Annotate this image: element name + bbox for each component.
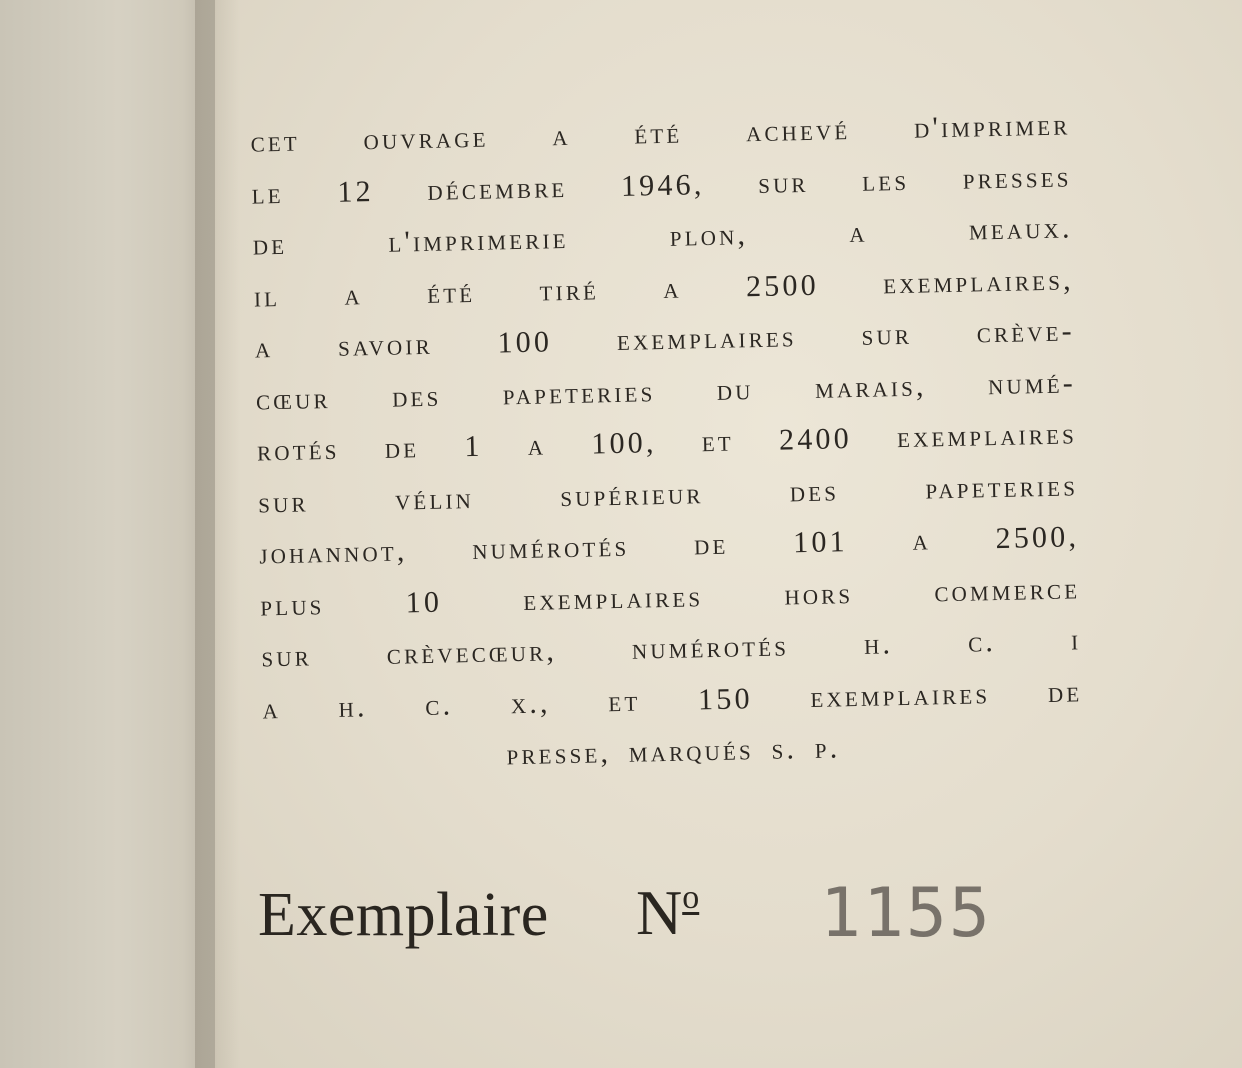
colophon-line: de l'imprimerie plon, a meaux.: [252, 211, 1073, 262]
colophon-text-block: [250, 99, 1084, 786]
colophon-line: johannot, numérotés de 101 a 2500,: [258, 520, 1080, 571]
copy-label: Exemplaire: [258, 881, 549, 949]
colophon-line: a savoir 100 exemplaires sur crève-: [254, 314, 1076, 365]
stamped-copy-number: 1155: [820, 874, 992, 953]
colophon-line: rotés de 1 a 100, et 2400 exemplaires: [256, 417, 1078, 468]
colophon-line: le 12 décembre 1946, sur les presses: [251, 159, 1072, 211]
numero-sign: [636, 876, 699, 950]
colophon-line: cet ouvrage a été achevé d'imprimer: [250, 108, 1071, 159]
colophon-line: cœur des papeteries du marais, numé-: [255, 365, 1077, 417]
numero-prefix: N: [636, 877, 683, 948]
numero-suffix: o: [682, 879, 700, 916]
colophon-line: sur crèvecœur, numérotés h. c. i: [261, 623, 1082, 674]
page-gutter: [195, 0, 240, 1068]
colophon-line: a h. c. x., et 150 exemplaires de: [262, 674, 1083, 725]
colophon-line: plus 10 exemplaires hors commerce: [259, 571, 1081, 622]
colophon-line: presse, marqués s. p.: [506, 731, 841, 772]
colophon-line: sur vélin supérieur des papeteries: [257, 468, 1079, 519]
facing-page: [0, 0, 215, 1068]
copy-number-line: [258, 868, 1078, 968]
colophon-line: il a été tiré a 2500 exemplaires,: [253, 262, 1075, 314]
